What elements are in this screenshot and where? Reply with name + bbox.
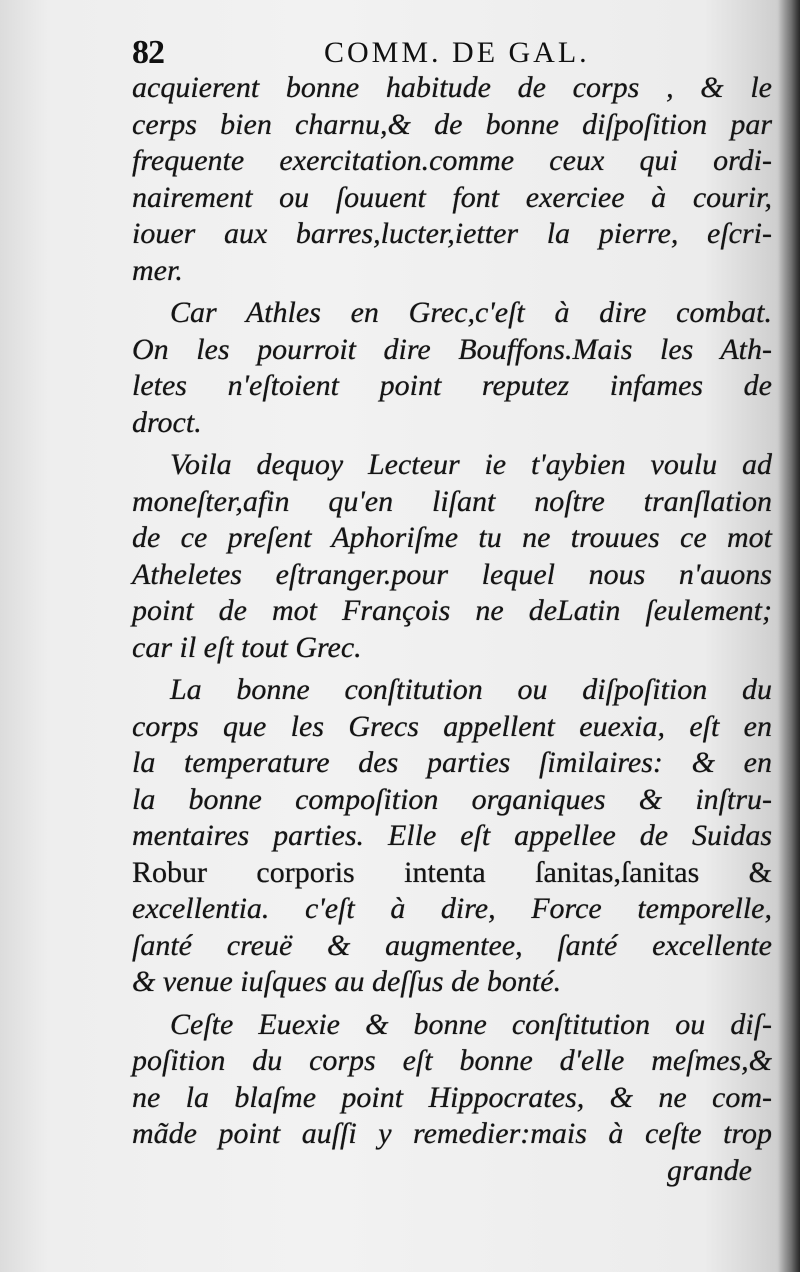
text-line: cerps bien charnu,& de bonne diſpoſition par (132, 107, 772, 141)
text-line: On les pourroit dire Bouffons.Mais les Ath- (132, 332, 772, 366)
text-line: mentaires parties. Elle eſt appellee de Suidas (132, 819, 772, 852)
text-line: la temperature des parties ſimilaires: & en (132, 746, 772, 779)
catchword: grande (667, 1153, 752, 1187)
text-line-roman: Robur corporis intenta ſanitas,ſanitas & (132, 855, 772, 889)
text-line: de ce preſent Aphoriſme tu ne trouues ce mot (132, 521, 772, 554)
text-line: letes n'eſtoient point reputez infames de (132, 369, 772, 402)
running-head: COMM. DE GAL. (324, 36, 590, 69)
text-line: mãde point auſſi y remedier:mais à ceſte trop (132, 1117, 772, 1150)
text-line: ne la blaſme point Hippocrates, & ne com- (132, 1080, 772, 1114)
text-line: poſition du corps eſt bonne d'elle meſmes,& (132, 1044, 772, 1077)
text-line: iouer aux barres,lucter,ietter la pierre, eſcri- (132, 217, 772, 250)
text-line: la bonne compoſition organiques & inſtru- (132, 782, 772, 816)
text-line: mer. (132, 253, 183, 287)
text-line: Voila dequoy Lecteur ie t'aybien voulu ad (170, 448, 772, 481)
text-line: nairement ou ſouuent font exerciee à courir, (132, 180, 772, 214)
text-line: ſanté creuë & augmentee, ſanté excellente (132, 928, 772, 962)
page-body (132, 70, 772, 1189)
text-line: Atheletes eſtranger.pour lequel nous n'auons (132, 557, 772, 591)
text-line: Car Athles en Grec,c'eſt à dire combat. (170, 296, 772, 329)
text-line: corps que les Grecs appellent euexia, eſt en (132, 709, 772, 743)
text-line: frequente exercitation.comme ceux qui ordi- (132, 144, 772, 177)
text-line: moneſter,afin qu'en liſant noſtre tranſlation (132, 484, 772, 518)
text-line: point de mot François ne deLatin ſeulement; (132, 594, 772, 627)
book-gutter-shadow (778, 0, 800, 1272)
text-line: La bonne conſtitution ou diſpoſition du (170, 673, 772, 706)
page-header (132, 28, 752, 76)
text-line: acquierent bonne habitude de corps , & le (132, 71, 772, 104)
text-line: & venue iuſques au deſſus de bonté. (132, 965, 562, 998)
page-number: 82 (132, 34, 164, 71)
text-line: car il eſt tout Grec. (132, 630, 362, 664)
text-line: Ceſte Euexie & bonne conſtitution ou diſ- (170, 1007, 772, 1041)
text-line: droct. (132, 405, 202, 439)
text-line: excellentia. c'eſt à dire, Force temporelle, (132, 892, 772, 925)
